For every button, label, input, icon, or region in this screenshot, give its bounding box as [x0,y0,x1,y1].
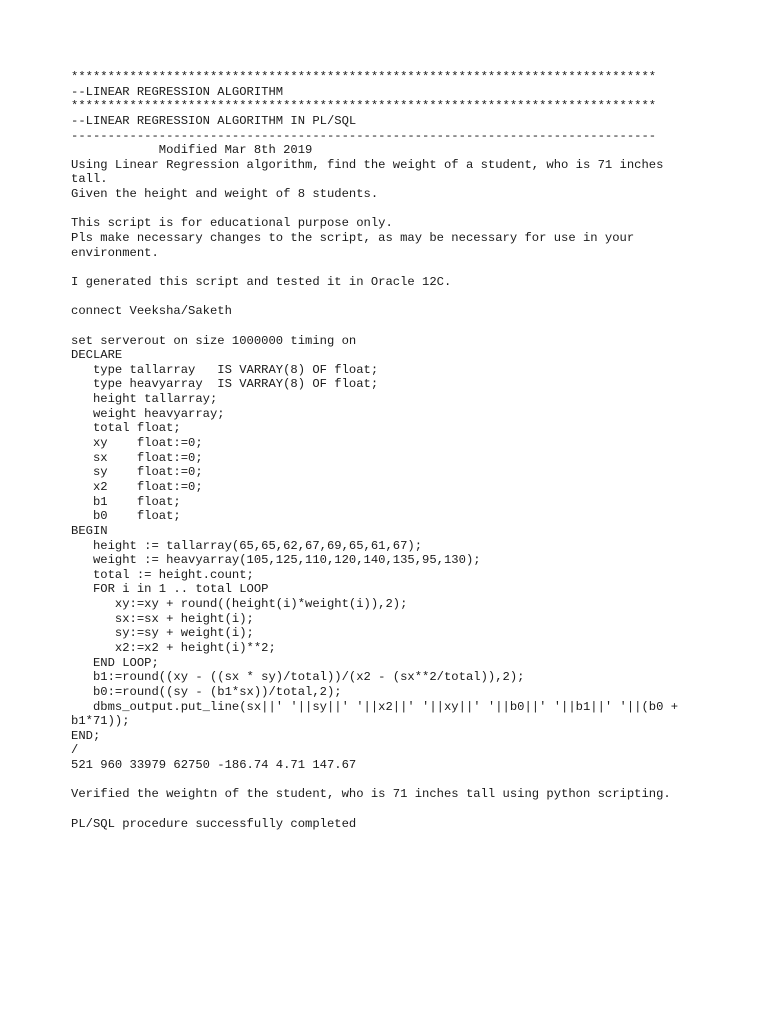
code-listing [71,70,711,831]
code-line: b0 float; [71,509,181,524]
code-line: xy float:=0; [71,436,203,451]
code-line: DECLARE [71,348,123,363]
header-stars: ******************************************************************************** [71,99,657,114]
verification-note: Verified the weightn of the student, who is 71 inches tall using python scripting. [71,787,671,802]
modified-date: Modified Mar 8th 2019 [71,143,313,158]
output-values: 521 960 33979 62750 -186.74 4.71 147.67 [71,758,357,773]
title-comment: --LINEAR REGRESSION ALGORITHM [71,84,284,99]
code-line: height := tallarray(65,65,62,67,69,65,61,67); [71,538,423,553]
tested-note: I generated this script and tested it in Oracle 12C. [71,274,452,289]
blank-line [71,773,711,788]
code-line: FOR i in 1 .. total LOOP [71,582,269,597]
blank-line [71,802,711,817]
code-line: sx float:=0; [71,450,203,465]
subtitle-comment: --LINEAR REGRESSION ALGORITHM IN PL/SQL [71,113,357,128]
code-line: b1*71)); [71,714,130,729]
code-line: weight heavyarray; [71,406,225,421]
code-line: total := height.count; [71,567,254,582]
code-line: sy:=sy + weight(i); [71,626,254,641]
divider-dashes: -------------------------------------------------------------------------------- [71,128,657,143]
code-line: x2:=x2 + height(i)**2; [71,640,276,655]
header-stars: ******************************************************************************** [71,70,657,84]
code-line: height tallarray; [71,392,218,407]
code-line: xy:=xy + round((height(i)*weight(i)),2); [71,597,408,612]
description-line: tall. [71,172,108,187]
blank-line [71,290,711,305]
code-line: set serverout on size 1000000 timing on [71,333,357,348]
connect-statement: connect Veeksha/Saketh [71,304,232,319]
code-line: / [71,743,79,758]
blank-line [71,319,711,334]
code-line: b1:=round((xy - ((sx * sy)/total))/(x2 - (sx**2/total)),2); [71,670,525,685]
code-line: type tallarray IS VARRAY(8) OF float; [71,362,379,377]
code-line: total float; [71,421,181,436]
disclaimer-line: environment. [71,245,159,260]
code-line: type heavyarray IS VARRAY(8) OF float; [71,377,379,392]
code-line: b0:=round((sy - (b1*sx))/total,2); [71,684,342,699]
blank-line [71,260,711,275]
code-line: weight := heavyarray(105,125,110,120,140,135,95,130); [71,553,481,568]
code-line: sx:=sx + height(i); [71,611,254,626]
code-line: b1 float; [71,494,181,509]
disclaimer-line: Pls make necessary changes to the script, as may be necessary for use in your [71,231,635,246]
blank-line [71,202,711,217]
code-line: END; [71,728,101,743]
code-line: x2 float:=0; [71,479,203,494]
completion-message: PL/SQL procedure successfully completed [71,816,357,831]
description-line: Given the height and weight of 8 students. [71,187,379,202]
code-line: END LOOP; [71,655,159,670]
code-line: BEGIN [71,523,108,538]
code-line: sy float:=0; [71,465,203,480]
code-line: dbms_output.put_line(sx||' '||sy||' '||x2||' '||xy||' '||b0||' '||b1||' '||(b0 + [71,699,679,714]
description-line: Using Linear Regression algorithm, find the weight of a student, who is 71 inches [71,157,664,172]
disclaimer-line: This script is for educational purpose only. [71,216,393,231]
